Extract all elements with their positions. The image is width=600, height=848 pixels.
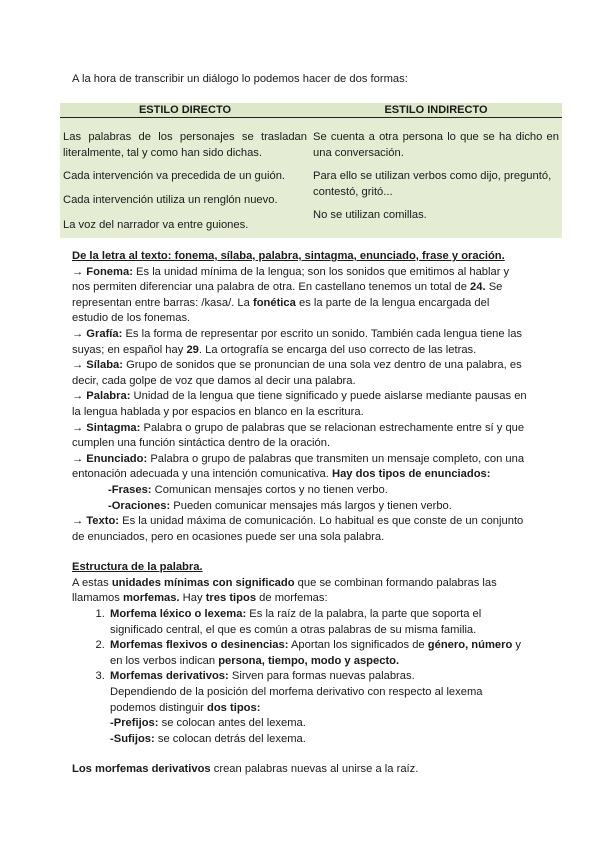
def-silaba: → Sílaba: Grupo de sonidos que se pronuncian de una sola vez dentro de una palabra, es decir, cada golpe de voz que damos al decir una palabra. [72, 359, 522, 387]
section-title-estructura: Estructura de la palabra. [72, 561, 203, 574]
def-grafia: → Grafía: Es la forma de representar por escrito un sonido. También cada lengua tiene las suyas; en español hay 29. La ortografía se encarga del uso correcto de las letras. [72, 327, 523, 356]
list-item: 3. Morfemas derivativos: Sirven para formas nuevas palabras. Dependiendo de la posición del morfema derivativo con respecto al lexema podemos distinguir dos tipos: -Prefijos: se colocan antes del lexema. -Sufijos: se colocan detrás del lexema. [108, 669, 527, 747]
indirect-item: Se cuenta a otra persona lo que se ha dicho en una conversación. [313, 131, 559, 159]
dialogue-styles-table [60, 103, 562, 238]
header-indirect: ESTILO INDIRECTO [310, 103, 562, 118]
arrow-icon: → [72, 359, 84, 372]
direct-item: Cada intervención utiliza un renglón nuevo. [63, 193, 278, 206]
arrow-icon: → [72, 390, 84, 403]
def-frases: -Frases: Comunican mensajes cortos y no tienen verbo. [108, 483, 388, 496]
main-content [72, 249, 527, 778]
direct-item: La voz del narrador va entre guiones. [63, 219, 249, 232]
closing-text: Los morfemas derivativos crean palabras nuevas al unirse a la raíz. [72, 763, 419, 776]
arrow-icon: → [72, 421, 84, 434]
direct-item: Cada intervención va precedida de un guión. [63, 170, 286, 183]
def-texto: → Texto: Es la unidad máxima de comunicación. Lo habitual es que conste de un conjunto de enunciados, pero en ocasiones puede ser una sola palabra. [72, 515, 524, 543]
morfemas-intro: A estas unidades mínimas con significado que se combinan formando palabras las llamamos morfemas. Hay tres tipos de morfemas: [72, 576, 497, 605]
direct-item: Las palabras de los personajes se trasladan literalmente, tal y como han sido dichas. [63, 131, 307, 159]
intro-text: A la hora de transcribir un diálogo lo podemos hacer de dos formas: [72, 73, 408, 85]
arrow-icon: → [72, 452, 84, 465]
list-item: 1. Morfema léxico o lexema: Es la raíz de la palabra, la parte que soporta el significado central, el que es común a otras palabras de su misma familia. [108, 607, 527, 638]
def-sintagma: → Sintagma: Palabra o grupo de palabras que se relacionan estrechamente entre sí y que cumplen una función sintáctica dentro de la oración. [72, 421, 525, 450]
morfemas-list [72, 607, 527, 747]
list-item: 2. Morfemas flexivos o desinencias: Aportan los significados de género, número y en los verbos indican persona, tiempo, modo y aspecto. [108, 638, 527, 669]
def-enunciado: → Enunciado: Palabra o grupo de palabras que transmiten un mensaje completo, con una entonación adecuada y una intención comunicativa. Hay dos tipos de enunciados: [72, 452, 525, 481]
indirect-item: Para ello se utilizan verbos como dijo, preguntó, contestó, gritó... [313, 170, 552, 198]
indirect-item: No se utilizan comillas. [313, 209, 427, 222]
header-direct: ESTILO DIRECTO [60, 103, 310, 118]
arrow-icon: → [72, 515, 84, 528]
arrow-icon: → [72, 327, 84, 340]
def-oraciones: -Oraciones: Pueden comunicar mensajes más largos y tienen verbo. [108, 499, 452, 512]
indirect-style-cell [310, 118, 562, 238]
direct-style-cell [60, 118, 310, 238]
def-palabra: → Palabra: Unidad de la lengua que tiene significado y puede aislarse mediante pausas en la lengua hablada y por espacios en blanco en la escritura. [72, 390, 527, 418]
arrow-icon: → [72, 265, 84, 278]
section-title-letra-texto: De la letra al texto: fonema, sílaba, palabra, sintagma, enunciado, frase y oración. [72, 250, 505, 262]
def-fonema: → Fonema: Es la unidad mínima de la lengua; son los sonidos que emitimos al hablar y nos permiten diferenciar una palabra de otra. En castellano tenemos un total de 24. Se representan entre barras: /kasa/. La fonética es la parte de la lengua encargada del estudio de los fonemas. [72, 265, 510, 325]
